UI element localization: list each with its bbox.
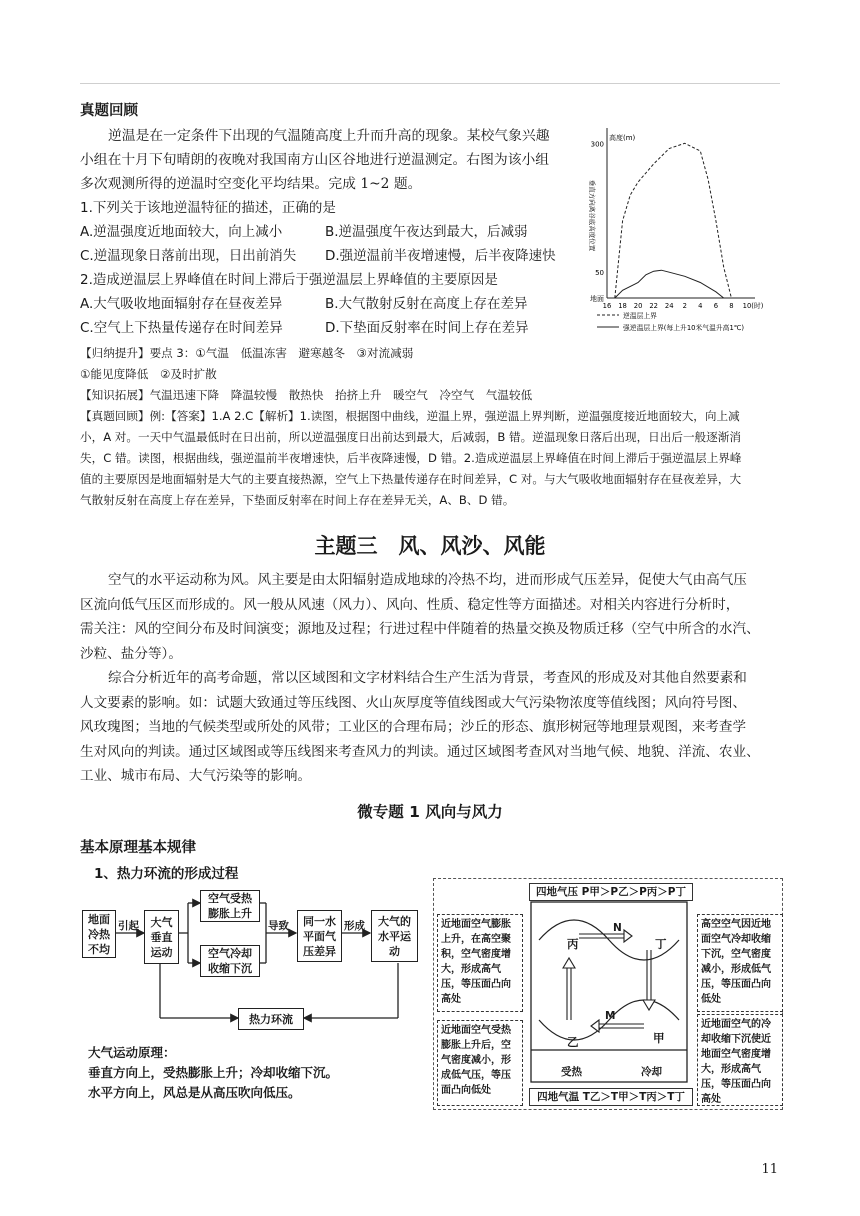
theme-title: 主题三 风、风沙、风能 — [314, 534, 546, 558]
y-tick-label: 300 — [590, 140, 604, 149]
para-line: 风玫瑰图；当地的气候类型或所处的风带；工业区的合理布局；沙丘的形态、旗形树冠等地理景观图，来考查学 — [80, 719, 747, 735]
q1-option-d: D.强逆温前半夜增速慢，后半夜降速快 — [325, 248, 556, 264]
point-m: M — [605, 1010, 616, 1022]
y-origin-label: 地面 — [590, 295, 604, 303]
circulation-diagram — [433, 878, 783, 1110]
x-tick-label: 22 — [649, 302, 658, 310]
theme-para-1 — [80, 568, 780, 666]
para-line: 综合分析近年的高考命题，常以区域图和文字材料结合生产生活为背景，考查风的形成及对其他自然要素和 — [108, 670, 747, 686]
y-tick-label: 50 — [595, 269, 604, 278]
para-line: 区流向低气压区而形成的。风一般从风速（风力）、风向、性质、稳定性等方面描述。对相关内容进行分析时， — [80, 596, 740, 613]
y-axis-side-label: 垂直方向离谷底高度位置 — [588, 179, 596, 252]
note-right-top: 高空空气因近地面空气冷却收缩下沉，空气密度减小，形成低气压，等压面凸向低处 — [697, 914, 783, 1012]
para-line: 人文要素的影响。如：试题大致通过等压线图、火山灰厚度等值线图或大气污染物浓度等值线图；风向符号图、 — [80, 694, 747, 711]
intro-line: 多次观测所得的逆温时空变化平均结果。完成 1~2 题。 — [80, 176, 422, 192]
sub-heading: 1、热力环流的形成过程 — [94, 866, 239, 882]
q1-option-b: B.逆温强度午夜达到最大，后减弱 — [325, 224, 528, 240]
q2-option-b: B.大气散射反射在高度上存在差异 — [325, 296, 528, 312]
notes — [80, 343, 780, 511]
point-yi: 乙 — [567, 1035, 579, 1049]
para-line: 沙粒、盐分等）。 — [80, 645, 182, 662]
flow-label-lead: 导致 — [268, 920, 289, 932]
principle-horizontal: 水平方向上，风总是从高压吹向低压。 — [88, 1085, 301, 1100]
page-number: 11 — [761, 1162, 778, 1177]
q2-option-a: A.大气吸收地面辐射存在昼夜差异 — [80, 296, 283, 312]
answer-line: 【真题回顾】例:【答案】1.A 2.C【解析】1.读图，根据图中曲线，逆温上界，强逆温上界判断，逆温强度接近地面较大，向上减 — [80, 409, 740, 423]
x-tick-label: 4 — [698, 302, 703, 310]
flow-box-rise: 空气受热 膨胀上升 — [200, 890, 260, 922]
x-tick-label: 8 — [729, 302, 734, 310]
circulation-drawing — [529, 900, 689, 1085]
principle-title: 大气运动原理： — [88, 1045, 176, 1060]
ground-cool: 冷却 — [641, 1066, 662, 1078]
header-rule — [80, 83, 780, 84]
flow-box-pressure-diff: 同一水 平面气 压差异 — [297, 910, 342, 962]
flow-box-thermal-circulation: 热力环流 — [238, 1008, 304, 1030]
para-line: 需关注：风的空间分布及时间演变；源地及过程；行进过程中伴随着的热量交换及物质迁移（空气中所含的水汽、 — [80, 621, 760, 637]
x-tick-label: 2 — [682, 302, 687, 310]
answer-line: 气散射反射在高度上存在差异，下垫面反射率在时间上存在差异无关，A、B、D 错。 — [80, 493, 515, 507]
flow-label-cause: 引起 — [118, 920, 139, 932]
note-right-bottom: 近地面空气的冷却收缩下沉使近地面空气密度增大，形成高气压，等压面凸向高处 — [697, 1014, 783, 1106]
note-left-top: 近地面空气膨胀上升，在高空聚积，空气密度增大，形成高气压，等压面凸向高处 — [437, 914, 523, 1012]
point-n: N — [613, 922, 622, 934]
x-tick-label: 20 — [633, 302, 643, 310]
micro-title: 微专题 1 风向与风力 — [357, 803, 503, 821]
question-1: 1.下列关于该地逆温特征的描述，正确的是 — [80, 200, 336, 216]
q1-option-c: C.逆温现象日落前出现，日出前消失 — [80, 248, 297, 264]
principle-vertical: 垂直方向上，受热膨胀上升；冷却收缩下沉。 — [88, 1065, 339, 1080]
flow-box-vertical-motion: 大气 垂直 运动 — [144, 910, 179, 964]
x-tick-label: 24 — [664, 302, 674, 310]
y-axis-title: 高度(m) — [609, 134, 636, 142]
pressure-label: 四地气压 P甲＞P乙＞P丙＞P丁 — [529, 883, 693, 901]
questions — [80, 196, 600, 340]
x-tick-label: 18 — [618, 302, 627, 310]
legend-entry: 逆温层上界 — [623, 312, 657, 320]
flow-box-sink: 空气冷却 收缩下沉 — [200, 945, 260, 977]
para-line: 生对风向的判读。通过区域图或等压线图来考查风力的判读。通过区域图考查风对当地气候、地貌、洋流、农业、 — [80, 743, 760, 760]
answer-line: 小，A 对。一天中气温最低时在日出前，所以逆温强度日出前达到最大，后减弱，B 错。逆温现象日落后出现，日出后一般逐渐消 — [80, 430, 741, 444]
point-jia: 甲 — [653, 1031, 665, 1045]
question-2: 2.造成逆温层上界峰值在时间上滞后于强逆温层上界峰值的主要原因是 — [80, 272, 498, 288]
point-bing: 丙 — [567, 937, 579, 951]
intro-line: 小组在十月下旬晴朗的夜晚对我国南方山区谷地进行逆温测定。右图为该小组 — [80, 152, 550, 168]
note-extension: 【知识拓展】气温迅速下降 降温较慢 散热快 抬挤上升 暖空气 冷空气 气温较低 — [80, 388, 533, 402]
q2-option-d: D.下垫面反射率在时间上存在差异 — [325, 320, 529, 336]
intro-line: 逆温是在一定条件下出现的气温随高度上升而升高的现象。某校气象兴趣 — [108, 128, 550, 144]
x-tick-label: 16 — [602, 302, 612, 310]
series-line — [615, 143, 732, 298]
temperature-label: 四地气温 T乙＞T甲＞T丙＞T丁 — [529, 1088, 693, 1106]
para-line: 工业、城市布局、大气污染等的影响。 — [80, 768, 312, 784]
note-left-bottom: 近地面空气受热膨胀上升后，空气密度减小，形成低气压，等压面凸向低处 — [437, 1020, 523, 1106]
ground-heat: 受热 — [561, 1066, 582, 1078]
theme-para-2 — [80, 666, 780, 789]
flow-box-horizontal-motion: 大气的 水平运 动 — [371, 910, 418, 962]
answer-line: 失，C 错。读图，根据曲线，强逆温前半夜增速快，后半夜降速慢，D 错。2.造成逆温层上界峰值在时间上滞后于强逆温层上界峰 — [80, 451, 742, 465]
legend-entry: 强逆温层上界(每上升10米气温升高1℃) — [623, 324, 745, 332]
flow-label-form: 形成 — [344, 920, 365, 932]
review-intro — [80, 124, 575, 196]
principle-text — [88, 1043, 338, 1103]
flow-box-uneven-heating: 地面 冷热 不均 — [82, 910, 116, 958]
section-heading: 基本原理基本规律 — [80, 840, 196, 856]
answer-line: 值的主要原因是地面辐射是大气的主要直接热源，空气上下热量传递存在时间差异，C 对。与大气吸收地面辐射存在昼夜差异，大 — [80, 472, 742, 486]
q1-option-a: A.逆温强度近地面较大，向上减小 — [80, 224, 283, 240]
para-line: 空气的水平运动称为风。风主要是由太阳辐射造成地球的冷热不均，进而形成气压差异，促使大气由高气压 — [108, 572, 747, 588]
point-ding: 丁 — [655, 937, 667, 951]
x-tick-label: 6 — [713, 302, 719, 310]
q2-option-c: C.空气上下热量传递存在时间差异 — [80, 320, 283, 336]
series-line — [615, 270, 724, 298]
review-heading: 真题回顾 — [80, 103, 138, 119]
note-summary-2: ①能见度降低 ②及时扩散 — [80, 367, 217, 381]
flow-diagram — [80, 885, 425, 1110]
note-summary: 【归纳提升】要点 3：①气温 低温冻害 避寒越冬 ③对流减弱 — [80, 346, 414, 360]
x-tick-label: 10(时) — [742, 302, 764, 310]
inversion-chart — [575, 128, 785, 333]
